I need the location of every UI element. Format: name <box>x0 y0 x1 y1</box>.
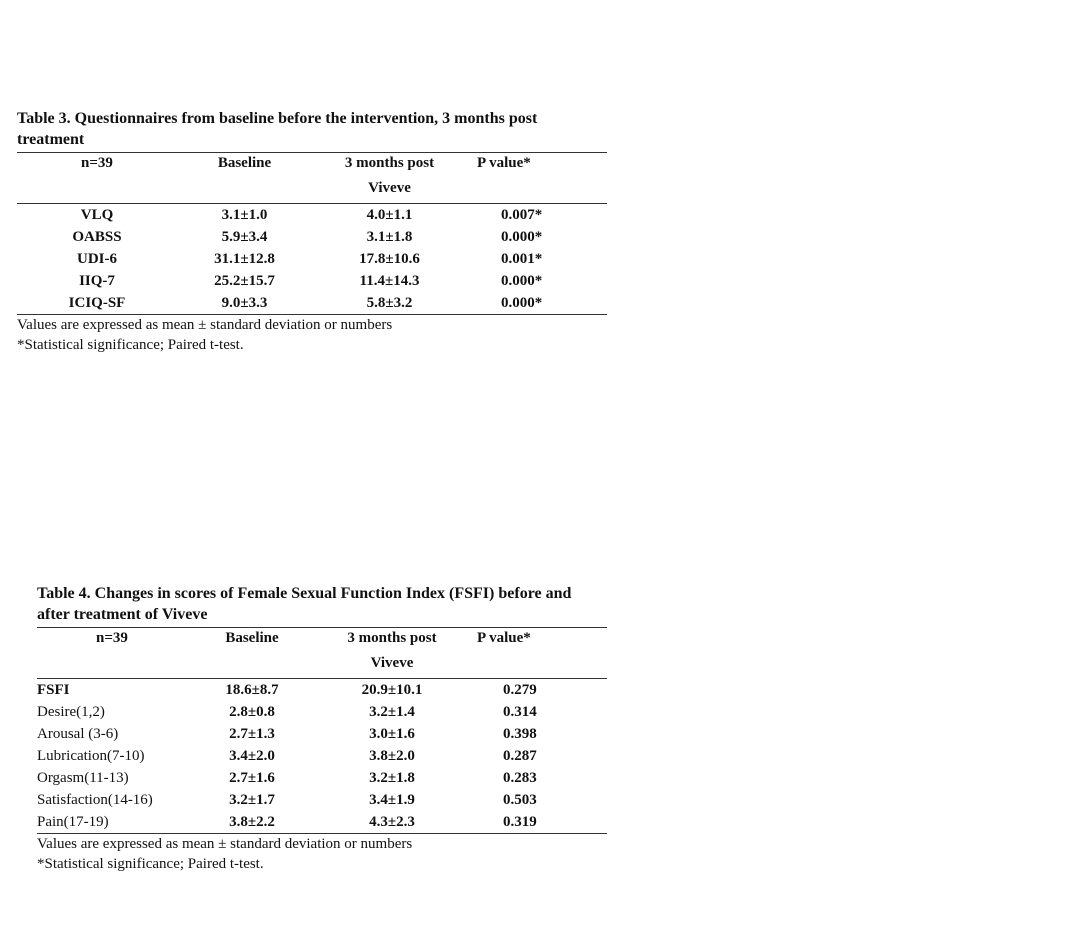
table-row <box>17 248 607 270</box>
post-value: 3.0±1.6 <box>369 725 415 742</box>
row-label: UDI-6 <box>77 250 117 267</box>
row-label: Desire(1,2) <box>37 703 105 720</box>
header-p-value: P value* <box>467 153 607 179</box>
post-value: 5.8±3.2 <box>312 292 467 315</box>
table-4 <box>37 583 607 874</box>
post-value: 4.0±1.1 <box>366 206 413 223</box>
row-label: Pain(17-19) <box>37 811 187 834</box>
table-3-note: Values are expressed as mean ± standard deviation or numbers <box>17 317 393 333</box>
baseline-value: 3.4±2.0 <box>229 747 275 764</box>
header-p-value: P value* <box>467 628 607 654</box>
table-row <box>37 789 607 811</box>
p-value: 0.287 <box>503 747 537 764</box>
p-value: 0.398 <box>503 725 537 742</box>
baseline-value: 31.1±12.8 <box>214 250 275 267</box>
table-row <box>17 270 607 292</box>
post-value: 20.9±10.1 <box>361 681 423 698</box>
baseline-value: 2.7±1.3 <box>229 725 275 742</box>
header-post-line2: Viveve <box>312 178 467 204</box>
post-value: 3.2±1.8 <box>369 769 415 786</box>
row-label: Lubrication(7-10) <box>37 747 145 764</box>
baseline-value: 2.8±0.8 <box>229 703 275 720</box>
post-value: 4.3±2.3 <box>317 811 467 834</box>
header-blank <box>177 178 312 204</box>
header-post-line2: Viveve <box>317 653 467 679</box>
header-blank <box>37 653 187 679</box>
post-value: 3.8±2.0 <box>369 747 415 764</box>
row-label: FSFI <box>37 681 70 698</box>
row-label: OABSS <box>72 228 122 245</box>
baseline-value: 9.0±3.3 <box>177 292 312 315</box>
header-blank <box>187 653 317 679</box>
header-baseline: Baseline <box>177 153 312 179</box>
table-row <box>37 723 607 745</box>
baseline-value: 3.2±1.7 <box>229 791 275 808</box>
header-blank <box>467 178 607 204</box>
row-label: ICIQ-SF <box>17 292 177 315</box>
header-blank <box>467 653 607 679</box>
table-3-footnote: *Statistical significance; Paired t-test. <box>17 337 244 353</box>
header-blank <box>17 178 177 204</box>
header-n: n=39 <box>17 153 177 179</box>
row-label: VLQ <box>80 206 114 223</box>
table-row <box>37 811 607 834</box>
row-label: Satisfaction(14-16) <box>37 791 153 808</box>
table-row <box>17 292 607 315</box>
table-row <box>17 226 607 248</box>
header-post: 3 months post <box>312 153 467 179</box>
post-value: 3.1±1.8 <box>366 228 413 245</box>
table-row <box>37 701 607 723</box>
baseline-value: 25.2±15.7 <box>214 272 275 289</box>
header-baseline: Baseline <box>187 628 317 654</box>
p-value: 0.279 <box>503 681 537 698</box>
p-value: 0.001* <box>501 250 543 267</box>
p-value: 0.283 <box>503 769 537 786</box>
table-4-grid <box>37 627 607 834</box>
table-row <box>37 767 607 789</box>
row-label: IIQ-7 <box>79 272 115 289</box>
post-value: 3.4±1.9 <box>369 791 415 808</box>
header-post: 3 months post <box>317 628 467 654</box>
p-value: 0.000* <box>501 228 543 245</box>
baseline-value: 5.9±3.4 <box>221 228 268 245</box>
row-label: Arousal (3-6) <box>37 725 119 742</box>
table-3 <box>17 108 607 355</box>
row-label: Orgasm(11-13) <box>37 769 129 786</box>
table-3-grid <box>17 152 607 315</box>
baseline-value: 3.8±2.2 <box>187 811 317 834</box>
table-4-footnote: *Statistical significance; Paired t-test. <box>37 856 264 872</box>
post-value: 17.8±10.6 <box>359 250 420 267</box>
table-row <box>17 204 607 227</box>
p-value: 0.314 <box>503 703 537 720</box>
table-4-caption: Table 4. Changes in scores of Female Sexual Function Index (FSFI) before and after treatment of Viveve <box>37 585 572 623</box>
table-3-caption: Table 3. Questionnaires from baseline before the intervention, 3 months post treatment <box>17 110 538 148</box>
table-row <box>37 745 607 767</box>
post-value: 3.2±1.4 <box>369 703 415 720</box>
table-4-note: Values are expressed as mean ± standard deviation or numbers <box>37 836 413 852</box>
header-n: n=39 <box>37 628 187 654</box>
baseline-value: 3.1±1.0 <box>221 206 268 223</box>
p-value: 0.000* <box>501 272 543 289</box>
p-value: 0.503 <box>503 791 537 808</box>
table-row <box>37 679 607 702</box>
p-value: 0.319 <box>467 811 607 834</box>
p-value: 0.000* <box>467 292 607 315</box>
p-value: 0.007* <box>501 206 543 223</box>
baseline-value: 18.6±8.7 <box>225 681 279 698</box>
post-value: 11.4±14.3 <box>359 272 420 289</box>
baseline-value: 2.7±1.6 <box>229 769 275 786</box>
